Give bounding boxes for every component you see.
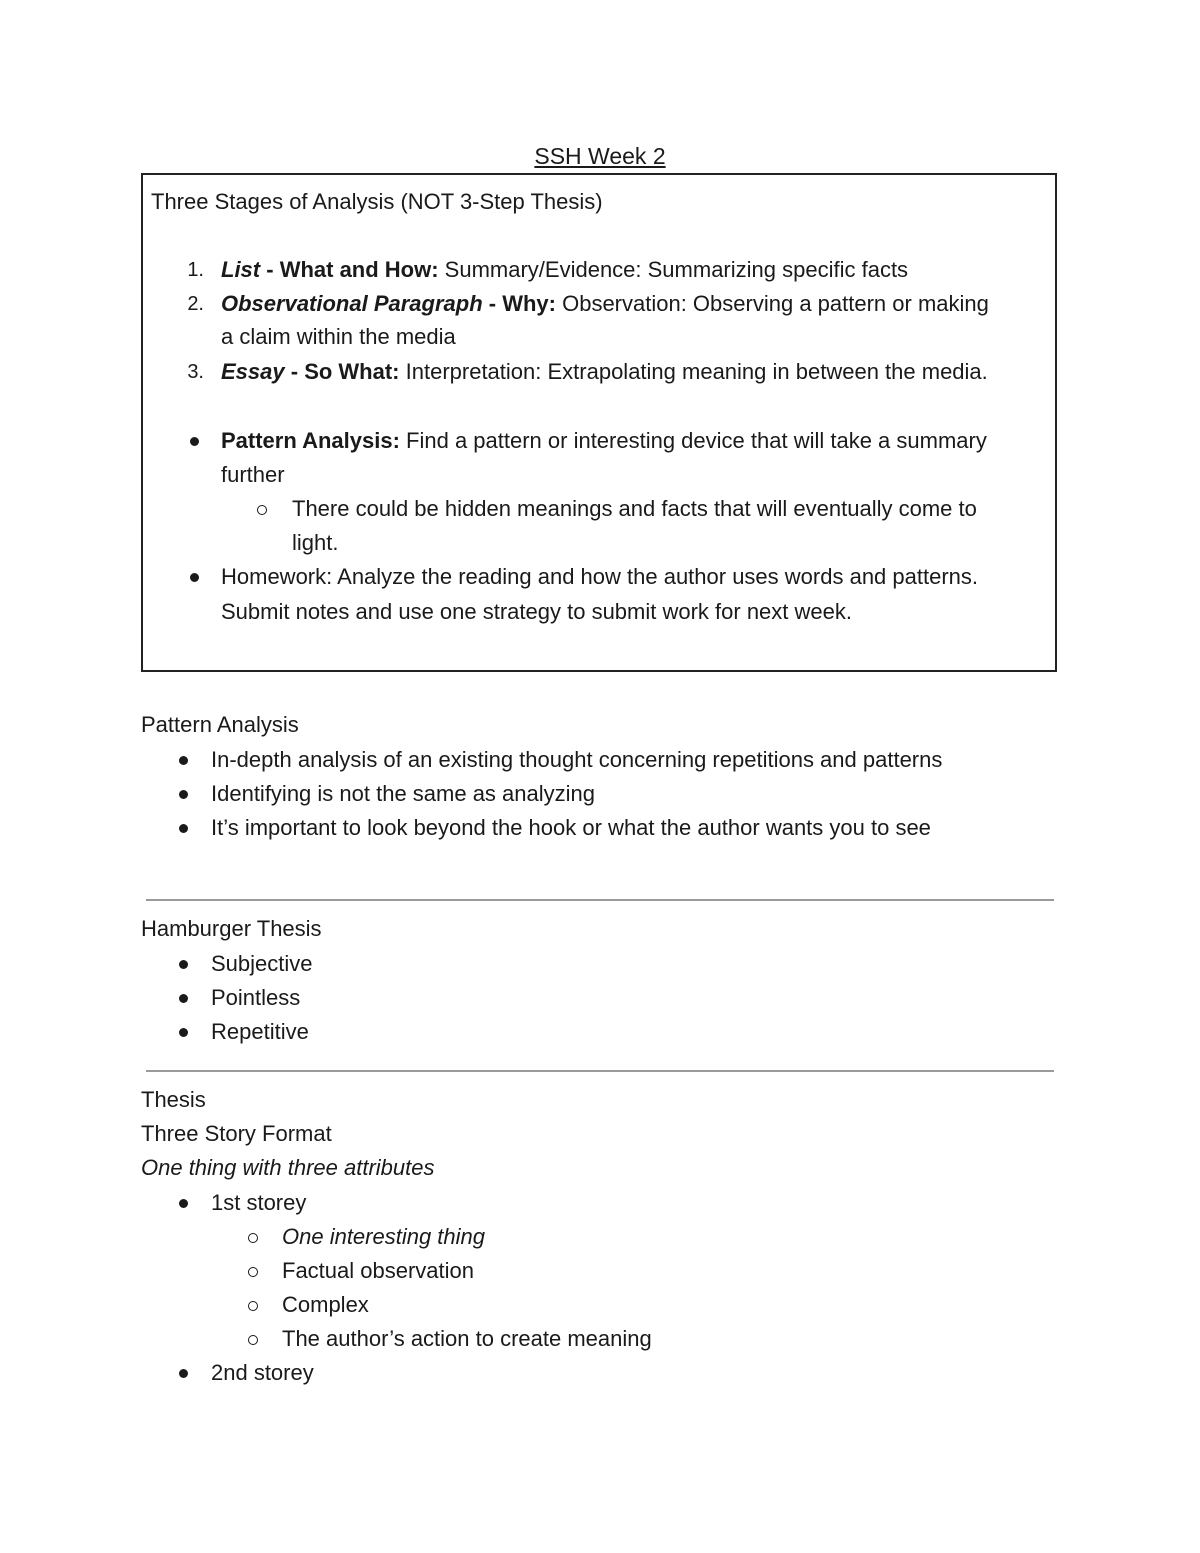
bullet-icon [179,960,188,969]
stage-1-term: List [221,257,261,282]
storey-1-item: Factual observation [282,1258,474,1283]
stage-2-text: Observation: Observing a pattern or making [555,291,989,316]
sub-bullet-icon [248,1301,258,1311]
stage-1 [221,254,908,286]
stage-1-sep: - [260,257,280,282]
stage-3-text: Interpretation: Extrapolating meaning in between the media. [399,359,988,384]
sub-bullet-icon [248,1335,258,1345]
divider [146,1070,1054,1072]
divider [146,899,1054,901]
sub-bullet-icon [248,1233,258,1243]
list-item: Identifying is not the same as analyzing [211,781,596,806]
stage-1-number: 1. [187,259,204,281]
thesis-heading: Thesis [141,1087,206,1112]
thesis-subtitle: One thing with three attributes [141,1155,435,1180]
stage-2-label: Why: [502,291,556,316]
pattern-sub-item: There could be hidden meanings and facts that will eventually come to [292,496,977,521]
storey-1: 1st storey [211,1190,307,1215]
stage-3 [221,356,988,388]
page-title: SSH Week 2 [534,143,666,169]
stage-2-sep: - [482,291,503,316]
stage-1-label: What and How: [279,257,439,282]
storey-1-item: Complex [282,1292,369,1317]
stage-3-number: 3. [187,361,204,383]
bullet-icon [179,790,188,799]
stage-2 [221,288,989,320]
pattern-analysis-continued: further [221,462,285,487]
hamburger-heading: Hamburger Thesis [141,916,322,941]
homework-continued: Submit notes and use one strategy to submit work for next week. [221,599,852,624]
sub-bullet-icon [248,1267,258,1277]
stage-3-label: So What: [304,359,400,384]
list-item: Pointless [211,985,301,1010]
stage-3-term: Essay [221,359,285,384]
thesis-format: Three Story Format [141,1121,332,1146]
storey-1-item: One interesting thing [282,1224,486,1249]
box-heading: Three Stages of Analysis (NOT 3-Step Thesis) [151,189,603,214]
stage-1-text: Summary/Evidence: Summarizing specific facts [438,257,909,282]
stage-2-number: 2. [187,293,204,315]
pattern-analysis-heading: Pattern Analysis [141,712,299,737]
list-item: Subjective [211,951,313,976]
pattern-analysis-label: Pattern Analysis: [221,428,400,453]
storey-1-item: The author’s action to create meaning [282,1326,652,1351]
storey-2: 2nd storey [211,1360,314,1385]
bullet-icon [179,756,188,765]
list-item: Repetitive [211,1019,309,1044]
bullet-icon [179,1369,188,1378]
sub-bullet-icon [257,505,267,515]
bullet-icon [179,1028,188,1037]
stage-2-term: Observational Paragraph [221,291,483,316]
bullet-icon [179,824,188,833]
bullet-icon [179,994,188,1003]
pattern-analysis-item [221,425,987,457]
homework-item: Homework: Analyze the reading and how the author uses words and patterns. [221,564,979,589]
stage-3-sep: - [284,359,305,384]
bullet-icon [179,1199,188,1208]
stage-2-continued: a claim within the media [221,324,456,349]
list-item: In-depth analysis of an existing thought concerning repetitions and patterns [211,747,943,772]
bullet-icon [190,437,199,446]
bullet-icon [190,573,199,582]
pattern-sub-continued: light. [292,530,339,555]
pattern-analysis-text: Find a pattern or interesting device that will take a summary [399,428,987,453]
list-item: It’s important to look beyond the hook or what the author wants you to see [211,815,931,840]
